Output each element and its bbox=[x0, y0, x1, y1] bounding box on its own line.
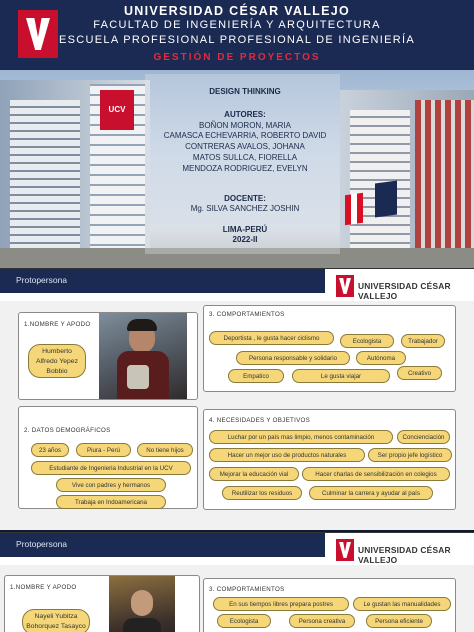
name-card bbox=[18, 312, 198, 400]
place: LIMA-PERÚ bbox=[222, 225, 268, 234]
name-line-2: Bohorquez Tasayco bbox=[26, 623, 86, 630]
header-bar bbox=[0, 269, 325, 293]
header-bar bbox=[0, 533, 325, 557]
faculty-title: FACULTAD DE INGENIERÍA Y ARQUITECTURA bbox=[93, 19, 381, 31]
person-name-chip bbox=[28, 344, 86, 378]
author-1: BOÑON MORON, MARIA bbox=[198, 121, 291, 130]
school-title: ESCUELA PROFESIONAL PROFESIONAL DE INGENIERÍA bbox=[59, 34, 415, 46]
slide-title: Protopersona bbox=[16, 539, 68, 549]
person-name-chip bbox=[22, 609, 90, 632]
author-2: CAMASCA ECHEVARRIA, ROBERTO DAVID bbox=[163, 131, 327, 140]
year: 2022-II bbox=[232, 235, 258, 244]
ucv-brand: UNIVERSIDAD CÉSAR VALLEJO bbox=[358, 281, 451, 301]
needs-card bbox=[203, 409, 456, 510]
slide-header bbox=[0, 533, 474, 565]
need-chip: Hacer un mejor uso de productos naturales bbox=[209, 448, 365, 462]
author-4: MATOS SULLCA, FIORELLA bbox=[192, 153, 298, 162]
ucv-building-sign: UCV bbox=[100, 90, 134, 130]
docente-name: Mg. SILVA SANCHEZ JOSHIN bbox=[190, 204, 300, 213]
ucv-flag bbox=[375, 180, 397, 217]
ucv-logo bbox=[336, 539, 354, 561]
need-chip: Reutilizar los residuos bbox=[222, 486, 302, 500]
demo-chip: Trabaja en Indoamericana bbox=[56, 495, 166, 509]
project-title: DESIGN THINKING bbox=[209, 87, 281, 96]
university-title: UNIVERSIDAD CÉSAR VALLEJO bbox=[123, 4, 351, 18]
behaviour-chip: Ecologista bbox=[217, 614, 271, 628]
demo-chip: Vive con padres y hermanos bbox=[56, 478, 166, 492]
name-line-1: Humberto bbox=[42, 348, 72, 355]
author-5: MENDOZA RODRIGUEZ, EVELYN bbox=[182, 164, 308, 173]
docente-label: DOCENTE: bbox=[224, 194, 266, 203]
protopersona-slide-2 bbox=[0, 532, 474, 632]
behaviour-chip: Persona eficiente bbox=[366, 614, 432, 628]
behaviour-chip: Ecologista bbox=[340, 334, 394, 348]
name-card-title: 1.NOMBRE Y APODO bbox=[24, 321, 91, 328]
behaviour-chip: Persona creativa bbox=[289, 614, 355, 628]
name-card bbox=[4, 575, 200, 632]
peru-flag bbox=[345, 193, 363, 226]
demographics-card bbox=[18, 406, 198, 509]
behaviour-title: 3. COMPORTAMIENTOS bbox=[209, 311, 285, 318]
behaviour-chip: Le gustan las manualidades bbox=[353, 597, 451, 611]
need-chip: Concienciación bbox=[397, 430, 450, 444]
ucv-logo bbox=[336, 275, 354, 297]
demo-chip: Estudiante de Ingenieria Industrial en la UCV bbox=[31, 461, 191, 475]
person-photo bbox=[109, 576, 175, 632]
author-3: CONTRERAS AVALOS, JOHANA bbox=[185, 142, 305, 151]
demo-chip: Piura - Perú bbox=[76, 443, 131, 457]
slide-header bbox=[0, 269, 474, 301]
demo-chip: 23 años bbox=[31, 443, 69, 457]
name-line-2: Alfredo Yepez bbox=[36, 358, 78, 365]
course-title: GESTIÓN DE PROYECTOS bbox=[153, 52, 321, 63]
behaviour-chip: Empatico bbox=[228, 369, 284, 383]
need-chip: Luchar por un país mas limpio, menos contaminación bbox=[209, 430, 393, 444]
demo-chip: No tiene hijos bbox=[137, 443, 193, 457]
behaviour-chip: Trabajador bbox=[401, 334, 445, 348]
protopersona-slide-1 bbox=[0, 268, 474, 530]
behaviour-chip: Creativo bbox=[397, 366, 442, 380]
authors-label: AUTORES: bbox=[224, 110, 266, 119]
slide-title: Protopersona bbox=[16, 275, 68, 285]
behaviour-chip: Le gusta viajar bbox=[292, 369, 390, 383]
need-chip: Culminar la carrera y ayudar al país bbox=[309, 486, 433, 500]
need-chip: Mejorar la educación vial bbox=[209, 467, 299, 481]
name-line-3: Bobbio bbox=[46, 368, 68, 375]
name-line-1: Nayeli Yubitza bbox=[34, 613, 78, 620]
person-photo bbox=[99, 313, 187, 399]
name-card-title: 1.NOMBRE Y APODO bbox=[10, 584, 77, 591]
behaviour-chip: Deportista , le gusta hacer ciclismo bbox=[209, 331, 334, 345]
behaviour-chip: En sus tiempos libres prepara postres bbox=[213, 597, 349, 611]
behaviour-title: 3. COMPORTAMIENTOS bbox=[209, 586, 285, 593]
needs-title: 4. NECESIDADES Y OBJETIVOS bbox=[209, 417, 311, 424]
need-chip: Ser propio jefe logístico bbox=[368, 448, 452, 462]
behaviour-card bbox=[203, 578, 456, 632]
ucv-brand: UNIVERSIDAD CÉSAR VALLEJO bbox=[358, 545, 451, 565]
behaviour-chip: Autónoma bbox=[356, 351, 406, 365]
behaviour-card bbox=[203, 305, 456, 392]
demographics-title: 2. DATOS DEMOGRÁFICOS bbox=[24, 427, 111, 434]
need-chip: Hacer charlas de sensibilización en colegios bbox=[302, 467, 450, 481]
cover-page bbox=[0, 0, 474, 268]
behaviour-chip: Persona responsable y solidario bbox=[236, 351, 350, 365]
